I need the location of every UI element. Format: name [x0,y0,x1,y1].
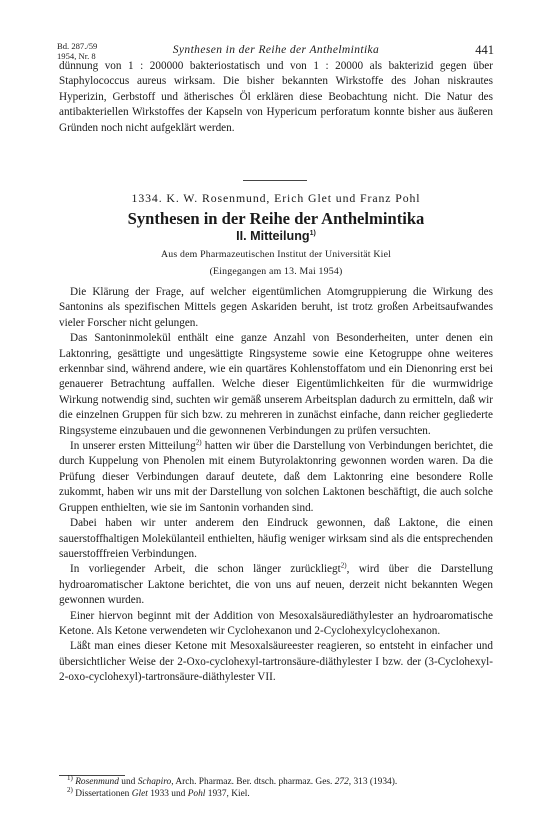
footnote-1-text-a: , Arch. Pharmaz. Ber. dtsch. pharmaz. Ges. [171,777,335,787]
subtitle-text: II. Mitteilung [236,229,310,243]
footnote-1-volume: 272 [334,777,349,787]
paragraph-2: Das Santoninmolekül enthält eine ganze Anzahl von Besonderheiten, unter denen ein Laktonring, gesättigte und ungesättigte Ringsysteme sowie eine Ketogruppe ohne weiteres erkennbar sind, während andere, wie ein quartäres Kohlenstoffatom und ein Dienonring erst bei genauerer Betrachtung auffallen. Welche dieser Eigentümlichkeiten für die wurmwidrige Wirkung notwendig sind, suchten wir gemäß unserem Arbeitsplan dadurch zu ermitteln, daß wir die einzelnen Gruppen für sich bzw. zu mehreren in zunächst einfache, dann reicher gegliederte Ringsysteme einzubauen und die gewonnenen Verbindungen zu prüfen versuchten. [59,332,493,437]
article-body [59,285,493,686]
previous-article-end [59,59,493,136]
paragraph-3-text-a: In unserer ersten Mitteilung [70,440,196,453]
footnote-ref-2: 2) [195,438,202,447]
page-number: 441 [475,43,494,57]
footnote-1 [67,773,493,788]
footnote-2-text-b: 1933 und [147,789,188,799]
institute-line: Aus dem Pharmazeutischen Institut der Universität Kiel [160,249,392,260]
footnote-2-text-a: Dissertationen [75,789,132,799]
paragraph-3-text-b: hatten wir über die Darstellung von Verbindungen berichtet, die durch Kuppelung von Phenolen mit einem Butyrolaktonring gewonnen worden waren. Da die Prüfung dieser Verbindungen darauf deutete, daß dem Laktonring eine besondere Rolle zukommt, haben wir uns mit der Darstellung von solchen Laktonen beschäftigt, die auch solche Gruppen enthielten, wie sie im Santonin vorhanden sind. [59,440,493,514]
paragraph-5 [59,562,493,608]
article-subtitle [0,229,552,243]
footnote-2-name2: Pohl [187,789,206,799]
paragraph-5-text-a: In vorliegender Arbeit, die schon länger zurückliegt [70,563,341,576]
running-title: Synthesen in der Reihe der Anthelmintika [172,44,380,56]
footnote-ref-2b: 2) [340,561,347,570]
paragraph-1: Die Klärung der Frage, auf welcher eigentümlichen Atomgruppierung die Wirkung des Santonins als spezifischen Mittels gegen Askariden beruht, ist trotz großen Arbeitsaufwandes vieler Forscher nicht gelungen. [59,286,493,329]
received-date: (Eingegangen am 13. Mai 1954) [209,266,343,277]
intro-paragraph: dünnung von 1 : 200000 bakteriostatisch und von 1 : 20000 als bakterizid gegen über Staphylococcus aureus wirksam. Die bisher bekannten Wirkstoffe des Johan niskrautes Hyperizin, Gerbstoff und ätherisches Öl erklären diese Beobachtung nicht. Die Natur des antibakteriellen Wirkstoffes der Kapseln von Hypericum perforatum konnte bisher aus äußeren Gründen noch nicht aufgeklärt werden. [59,60,493,134]
paragraph-5-text-b: , wird über die Darstellung hydroaromatischer Laktone berichtet, die von uns auf neuen, derzeit nicht bekannten Wegen gewonnen wurden. [59,563,494,607]
footnote-2 [67,785,493,800]
year-issue-label: 1954, Nr. 8 [57,50,96,61]
footnote-1-and: und [118,777,138,787]
subtitle-footnote-mark: 1) [309,229,316,237]
paragraph-4: Dabei haben wir unter anderem den Eindruck gewonnen, daß Laktone, die einen sauerstoffhaltigen Molekülanteil enthielten, häufig weniger wirksam sind als die entsprechenden sauerstofffreien Verbindungen. [59,517,493,560]
footnote-1-author2: Schapiro [137,777,172,787]
volume-label: Bd. 287./59 [57,41,98,51]
footnote-1-author1: Rosenmund [75,777,119,787]
article-title: Synthesen in der Reihe der Anthelmintika [127,209,425,228]
paragraph-3 [59,439,493,516]
footnote-1-text-b: , 313 (1934). [348,777,398,787]
article-separator [243,180,307,181]
article-authors: 1334. K. W. Rosenmund, Erich Glet und Franz Pohl [131,191,421,205]
paragraph-7: Läßt man eines dieser Ketone mit Mesoxalsäureester reagieren, so entsteht in einfacher und übersichtlicher Weise der 2-Oxo-cyclohexyl-tartronsäure-diäthylester I bzw. der (3-Cyclohexyl-2-oxo-cyclohexyl)-tartronsäure-diäthylester VII. [59,640,493,684]
paragraph-6: Einer hiervon beginnt mit der Addition von Mesoxalsäurediäthylester an hydroaromatische Ketone. Als Ketone verwendeten wir Cyclohexanon und 2-Cyclohexylcyclohexanon. [59,609,493,637]
footnote-2-text-c: 1937, Kiel. [205,789,250,799]
footnote-2-mark: 2) [67,785,73,794]
footnote-1-mark: 1) [67,773,73,782]
footnote-2-name1: Glet [131,789,148,799]
